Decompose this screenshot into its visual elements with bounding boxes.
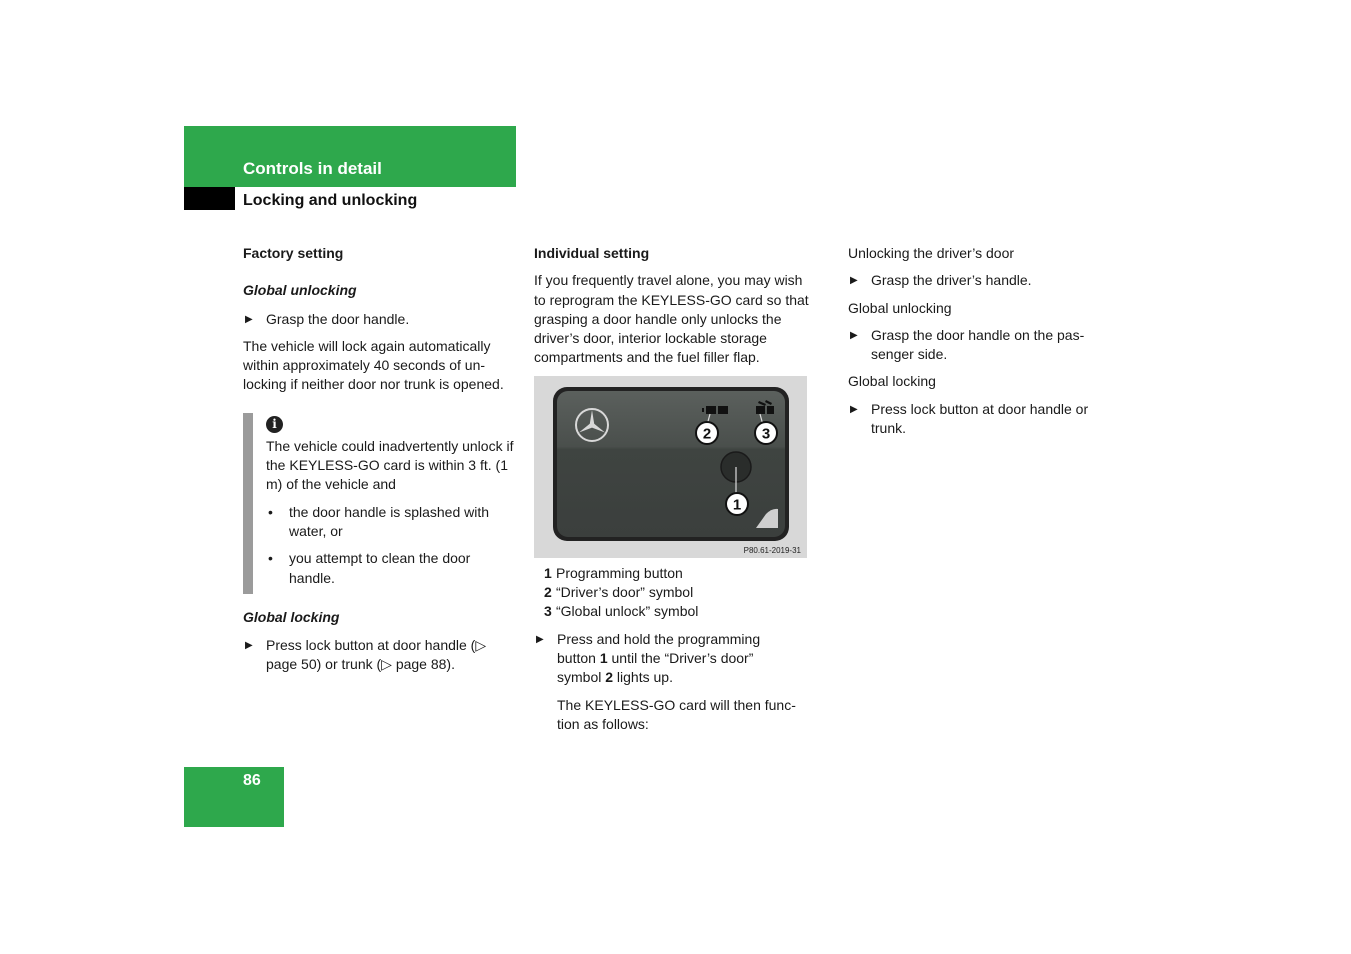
step-press-lock-button [243, 636, 518, 675]
bullet-icon: • [268, 550, 273, 567]
step-grasp-door-handle [243, 310, 518, 329]
note-text: The vehicle could inadvertently unlock if the KEYLESS-GO card is within 3 ft. (1 m) of the vehicle and [266, 437, 514, 493]
note-bullet [266, 503, 518, 542]
ref-num-2: 2 [605, 669, 614, 686]
subsection-title: Locking and unlocking [243, 192, 418, 209]
factory-setting-heading: Factory setting [243, 245, 344, 261]
individual-intro: If you frequently travel alone, you may wish to reprogram the KEYLESS-GO card so that grasping a door handle only unlocks the driver’s door, interior lockable storage compartments and the fuel filler flap. [534, 272, 809, 366]
info-note [243, 413, 518, 588]
callout-2 [696, 422, 718, 444]
keyless-go-card-illustration [534, 376, 807, 558]
column-right [848, 244, 1108, 446]
step-marker-icon: ▶ [850, 275, 858, 287]
individual-setting-heading: Individual setting [534, 245, 650, 261]
step-text-b: until the “Driver’s door” symbol [557, 649, 754, 686]
callout-3 [755, 422, 777, 444]
step-text: Grasp the door handle on the pas-senger side. [871, 326, 1085, 363]
figure-code: P80.61-2019-31 [743, 545, 801, 555]
keyless-go-card-figure [534, 376, 807, 558]
legend-label: Programming button [556, 564, 683, 581]
bullet-icon: • [268, 503, 273, 520]
legend-number: 1 [544, 564, 552, 581]
page-number: 86 [243, 772, 261, 789]
subsection-marker [184, 187, 235, 210]
auto-lock-paragraph: The vehicle will lock again automatically within approximately 40 seconds of un-locking if neither door nor trunk is opened. [243, 337, 504, 393]
step-grasp-passenger-handle [848, 326, 1108, 365]
step-press-hold-programming [534, 630, 797, 688]
ref-num-1: 1 [599, 649, 608, 666]
bullet-text: the door handle is splashed with water, or [289, 503, 490, 539]
callout-2-label: 2 [702, 425, 712, 443]
step-text: Grasp the driver’s handle. [871, 272, 1032, 289]
section-title: Controls in detail [243, 159, 382, 178]
global-locking-heading: Global locking [243, 608, 340, 625]
legend-label: “Driver’s door” symbol [556, 584, 694, 601]
legend-number: 2 [544, 584, 552, 601]
unlock-driver-heading: Unlocking the driver’s door [848, 245, 1015, 261]
step-marker-icon: ▶ [850, 403, 858, 415]
legend-label: “Global unlock” symbol [556, 603, 699, 620]
legend-item [544, 602, 809, 621]
step-text-c: lights up. [613, 669, 673, 686]
step-press-lock [848, 400, 1108, 439]
legend-item [544, 583, 809, 602]
column-left [243, 244, 518, 683]
global-unlocking-heading: Global unlocking [243, 282, 357, 299]
step-marker-icon: ▶ [245, 640, 253, 652]
info-icon: i [266, 416, 283, 433]
callout-3-label: 3 [761, 425, 771, 443]
global-unlocking-heading: Global unlocking [848, 299, 952, 316]
callout-1-label: 1 [732, 496, 742, 514]
legend-number: 3 [544, 603, 552, 620]
note-bullet [266, 549, 518, 588]
follow-text: The KEYLESS-GO card will then func-tion as follows: [557, 696, 796, 732]
step-text: Press lock button at door handle (▷ page 50) or trunk (▷ page 88). [266, 637, 487, 673]
step-text: Press lock button at door handle or trunk. [871, 400, 1089, 437]
step-marker-icon: ▶ [536, 633, 544, 645]
step-text-a: Press and hold the programming button [557, 630, 761, 666]
column-middle [534, 244, 809, 742]
step-grasp-driver-handle [848, 271, 1108, 290]
callout-1 [726, 493, 748, 515]
legend-item [544, 564, 809, 583]
global-locking-heading: Global locking [848, 373, 936, 390]
step-marker-icon: ▶ [850, 329, 858, 341]
note-bar [243, 413, 253, 594]
page-number-box [184, 767, 284, 827]
step-marker-icon: ▶ [245, 313, 253, 325]
step-text: Grasp the door handle. [266, 310, 410, 327]
bullet-text: you attempt to clean the door handle. [289, 550, 471, 586]
